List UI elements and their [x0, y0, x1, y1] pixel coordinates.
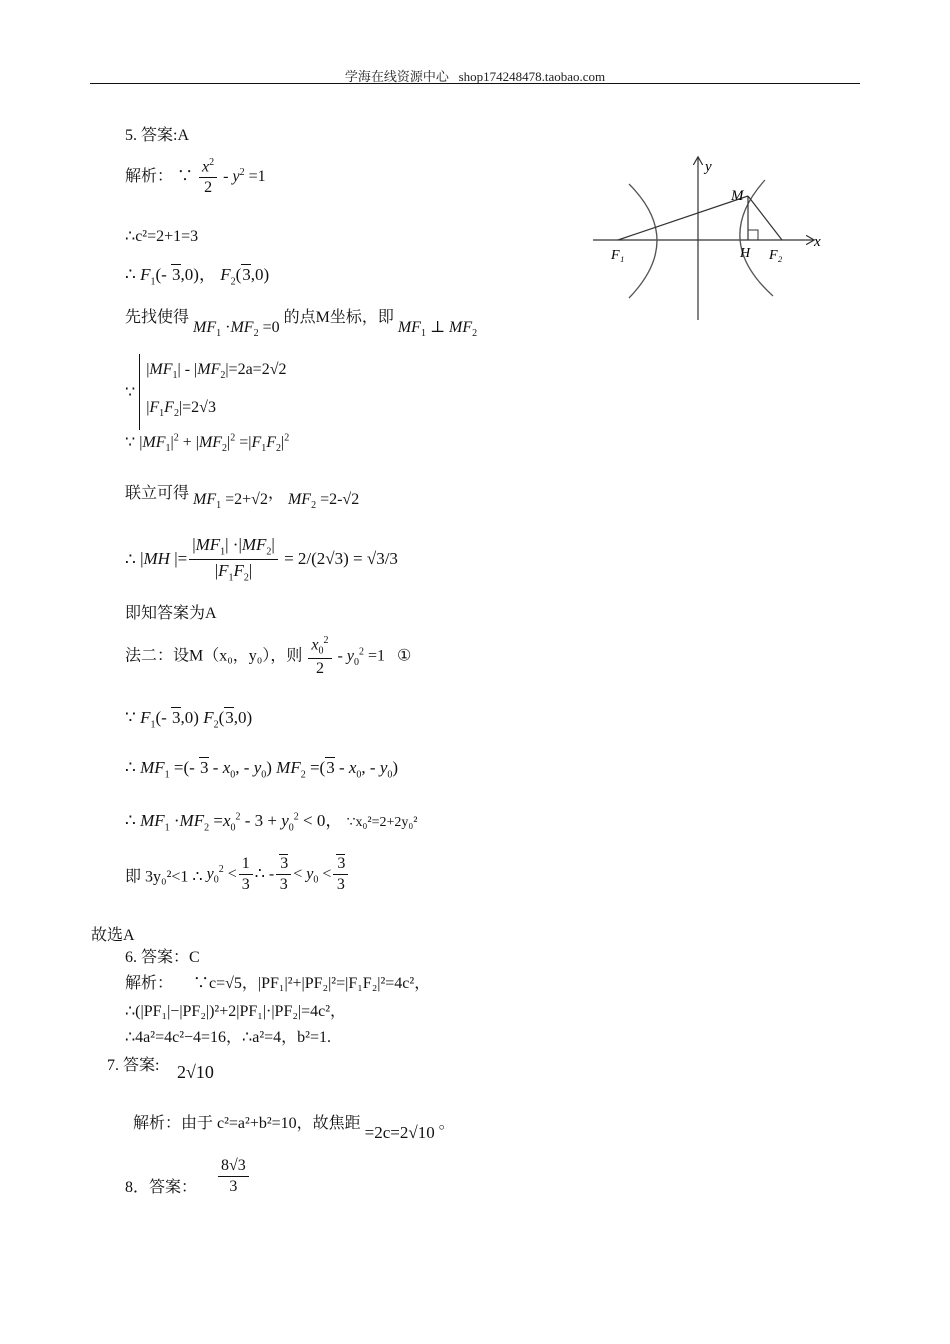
because-symbol: ∵	[346, 815, 356, 830]
pythag-line: ∵ $|MF_1|^2 + |MF_2|^2 =|F_1F_2|^2$	[125, 432, 290, 455]
x0-squared-relation: x₀²=2+2y₀²	[355, 815, 418, 830]
system-line	[125, 354, 286, 430]
x0sq-over-2: $\frac{x_0^2}{2}$	[308, 636, 331, 678]
q8-value	[216, 1158, 251, 1196]
foci-line: ∴ $F_1(-$ 3,0)， $F_2(3,0)$	[125, 265, 270, 288]
fa2-foci-line: ∵ $F_1(-$ 3,0) $F_2(3,0)$	[125, 708, 253, 731]
c2-line	[125, 226, 198, 246]
fa2-text: 法二：设M（x₀，y₀），则	[125, 647, 303, 665]
dot-product-line: ∴ $MF_1 \cdot MF_2 =x_0^2 - 3 + y_0^2 < 0$， ∵x₀²=2+2y₀²	[125, 811, 418, 834]
segment-m-f2	[748, 196, 782, 240]
q7-answer: 7. 答案:	[107, 1057, 160, 1074]
q8-numerator: 8√3	[218, 1158, 249, 1177]
label-y: y	[705, 159, 712, 175]
label-f1: F₁	[611, 248, 625, 263]
find-mid-text: 的点M坐标，即	[283, 309, 394, 326]
q5-answer: 5. 答案:A	[125, 127, 190, 144]
therefore-symbol: ∴	[125, 265, 136, 284]
q5-conclusion: 即知答案为A	[125, 605, 217, 622]
vector-line: ∴ $MF_1$ =(- $3 - x_0$, - $y_0$) $MF_2 =(3 - x_0$, - $y_0$)	[125, 758, 399, 781]
because-symbol: ∵	[125, 708, 136, 727]
q8-answer: 8．答案：	[125, 1179, 198, 1196]
q7-jiexi-text: 解析：由于 c²=a²+b²=10，故焦距	[133, 1115, 361, 1132]
mf2-value: =2-√2	[320, 491, 360, 508]
label-h: H	[740, 246, 751, 261]
because-symbol: ∵	[177, 168, 194, 186]
q6-jiexi-label: 解析：	[125, 975, 174, 992]
jiexi-label: 解析：	[125, 168, 174, 186]
ji-line: 即 3y₀²<1 ∴ $y_0^2$ < $\frac{1}{3}$ ∴ - $\frac{3}{3}$ < $y_0$ < $\frac{3}{3}$	[125, 856, 350, 894]
q6-line2: ∴(|PF₁|−|PF₂|)²+2|PF₁|·|PF₂|=4c²，	[125, 1003, 347, 1020]
header-shop-url: shop174248478.taobao.com	[458, 69, 606, 84]
equation-number: ①	[396, 647, 412, 665]
label-x: x	[814, 234, 821, 250]
q5-jiexi-line: 解析： ∵ $\frac{x^2}{2}$ - $y^2 =1$	[125, 157, 266, 197]
q7-period: 。	[438, 1115, 455, 1132]
q6-answer: 6. 答案：C	[125, 949, 200, 966]
mf1-value: =2+√2	[225, 491, 268, 508]
hyperbola-left-branch	[629, 184, 657, 298]
q6-line3: ∴4a²=4c²−4=16，∴a²=4，b²=1.	[125, 1029, 331, 1046]
hyperbola-figure	[585, 150, 835, 325]
q7-value: 2√10	[177, 1062, 214, 1082]
fa2-line: 法二：设M（x₀，y₀），则 $\frac{x_0^2}{2}$ - $y_0^2 =1$ ①	[125, 635, 412, 678]
eq-rhs: =1	[248, 168, 266, 186]
q6-line1-text: ∵c=√5，|PF₁|²+|PF₂|²=|F₁F₂|²=4c²，	[193, 975, 431, 992]
because-symbol: ∵	[125, 434, 136, 451]
x2-over-2: $\frac{x^2}{2}$	[199, 158, 217, 197]
guxuan-line: 故选A	[91, 927, 135, 944]
because-symbol: ∵	[125, 384, 136, 402]
q7-jiexi-line	[133, 1110, 455, 1142]
eq-zero: =0	[262, 319, 280, 336]
therefore-symbol: ∴	[125, 758, 136, 777]
q8-denominator: 3	[229, 1177, 238, 1195]
ji-text: 即 3y₀²<1 ∴	[125, 868, 203, 886]
label-m: M	[731, 188, 744, 204]
find-text: 先找使得	[125, 309, 190, 326]
q8-fraction	[218, 1158, 249, 1196]
q6-line1	[125, 970, 430, 993]
system-eq1-rhs: =2a=2√2	[228, 361, 287, 378]
root3-over-3: $\frac{3}{3}$	[333, 856, 348, 894]
therefore-symbol: ∴	[125, 228, 136, 245]
one-third: $\frac{1}{3}$	[239, 856, 253, 894]
comma: ，	[267, 485, 284, 502]
label-f2: F₂	[769, 248, 783, 263]
mh-fraction: $\frac{|MF_1| \cdot|MF_2|}{|F_1F_2|}$	[189, 536, 278, 584]
right-angle-mark	[748, 230, 758, 240]
system-eq2-rhs: =2√3	[182, 399, 216, 417]
comma: ，	[198, 265, 216, 284]
c2-equation: c²=2+1=3	[135, 228, 199, 245]
neg-root3-over-3: $\frac{3}{3}$	[276, 856, 291, 894]
q7-result: =2c=2√10	[364, 1123, 435, 1142]
header-rule	[90, 83, 860, 84]
equation-system: $|MF_1| - |MF_2|=2a=2√2$ $|F_1F_2|=2√3$	[139, 354, 286, 430]
segment-f1-m	[618, 196, 748, 240]
therefore-symbol: ∴	[125, 549, 136, 569]
header-site-name: 学海在线资源中心	[344, 69, 449, 84]
therefore-symbol: ∴	[125, 811, 136, 830]
mh-result: = 2/(2√3) = √3/3	[284, 548, 398, 568]
find-line: 先找使得 $MF_1 \cdot MF_2 =0$ 的点M坐标，即 $MF_1$ ⊥ $MF_2$	[125, 309, 478, 340]
lianli-line: 联立可得 $MF_1 =2+√2$， $MF_2 =2-√2$	[125, 485, 360, 512]
lianli-text: 联立可得	[125, 485, 190, 502]
mh-line: ∴ |MH |= $\frac{|MF_1| \cdot|MF_2|}{|F_1F_2|}$ = 2/(2√3) = √3/3	[125, 535, 398, 584]
